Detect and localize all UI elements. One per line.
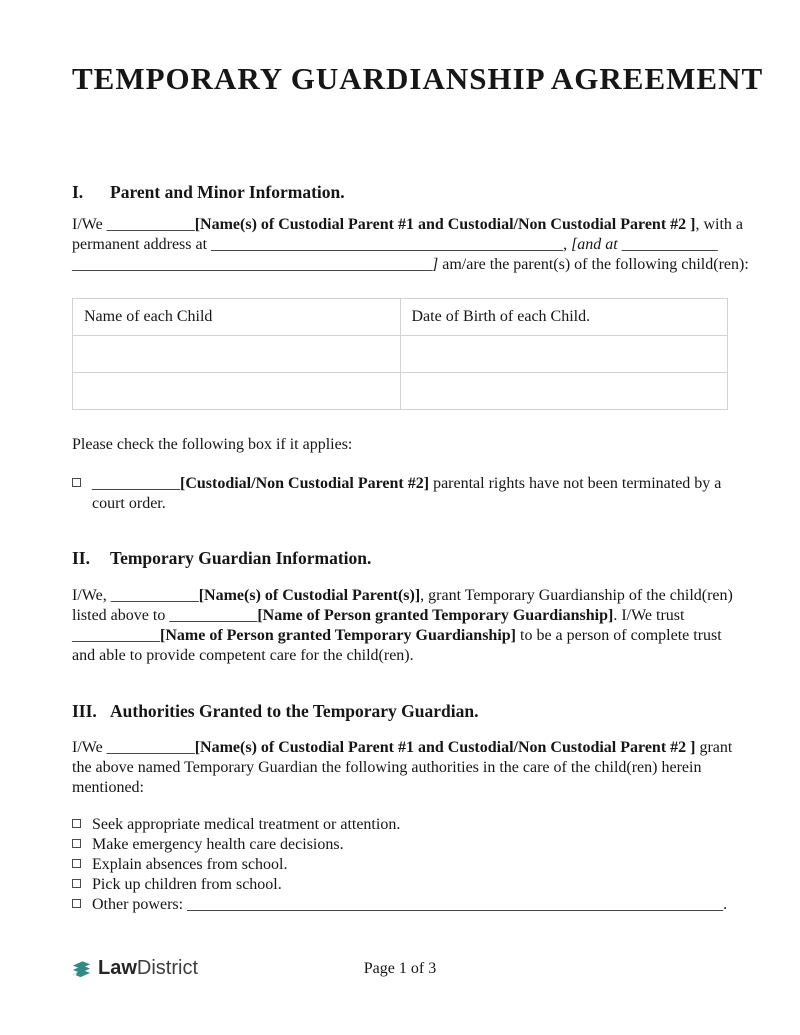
text-run: [Name(s) of Custodial Parent #1 and Custodial/Non Custodial Parent #2 ] <box>194 216 696 233</box>
blank-field[interactable]: ___________ <box>72 627 160 644</box>
authorities-checklist <box>72 815 728 915</box>
text-run: [Name(s) of Custodial Parent(s)] <box>198 587 421 604</box>
text-run: Explain absences from school. <box>92 856 288 873</box>
blank-field[interactable]: _____________________________________________ <box>72 256 432 273</box>
text-run: . I/We trust <box>613 607 685 624</box>
text-run: ] <box>432 256 439 273</box>
text-run: listed above to <box>72 607 170 624</box>
section-heading-row <box>72 180 728 204</box>
children-table <box>72 298 728 410</box>
paragraph-line <box>72 738 733 758</box>
table-cell[interactable] <box>400 336 728 373</box>
check-item-label <box>92 816 400 833</box>
check-item-label <box>92 896 727 913</box>
check-item <box>72 474 728 514</box>
text-run: Seek appropriate medical treatment or attention. <box>92 816 401 833</box>
section-number: I. <box>72 182 84 202</box>
checkbox[interactable] <box>72 478 81 487</box>
section-heading: Parent and Minor Information. <box>110 182 345 202</box>
text-run: , with a <box>695 216 744 233</box>
check-item <box>72 895 728 915</box>
parental-rights-checklist <box>72 474 728 514</box>
text-run: , grant Temporary Guardianship of the child(ren) <box>420 587 733 604</box>
section-parent-minor-info <box>72 180 749 514</box>
text-run: parental rights have not been terminated by a <box>429 475 722 492</box>
paragraph-line <box>72 626 728 646</box>
table-row <box>73 373 728 410</box>
checkbox[interactable] <box>72 879 81 888</box>
paragraph-line <box>72 235 728 255</box>
text-run: [and at <box>571 236 622 253</box>
text-run: and able to provide competent care for the child(ren). <box>72 647 414 664</box>
page-title: TEMPORARY GUARDIANSHIP AGREEMENT <box>72 61 764 96</box>
text-run: Other powers: <box>92 896 188 913</box>
check-item-label <box>92 876 282 893</box>
checkbox[interactable] <box>72 899 81 908</box>
paragraph-line <box>72 586 733 606</box>
paragraph <box>72 586 733 666</box>
section-authorities-granted <box>72 699 733 915</box>
checkbox[interactable] <box>72 819 81 828</box>
table-header-cell: Date of Birth of each Child. <box>400 299 728 336</box>
paragraph-line <box>72 215 744 235</box>
section-number: III. <box>72 701 97 721</box>
check-item-label <box>92 836 344 853</box>
table-row <box>73 336 728 373</box>
checkbox[interactable] <box>72 859 81 868</box>
blank-field[interactable]: ____________________________________________ <box>211 236 564 253</box>
text-run: [Name of Person granted Temporary Guardianship] <box>257 607 614 624</box>
check-item <box>72 875 728 895</box>
text-run: the above named Temporary Guardian the following authorities in the care of the child(ren) herein <box>72 759 702 776</box>
paragraph-line <box>72 778 728 798</box>
text-run: [Name(s) of Custodial Parent #1 and Custodial/Non Custodial Parent #2 ] <box>194 739 696 756</box>
brand-text-law: Law <box>98 957 137 979</box>
section-heading: Temporary Guardian Information. <box>110 548 372 568</box>
blank-field[interactable]: ___________ <box>169 607 258 624</box>
check-item <box>72 815 728 835</box>
section-number: II. <box>72 548 90 568</box>
section-heading-row <box>72 699 728 723</box>
text-run: permanent address at <box>72 236 212 253</box>
brand-text-district: District <box>136 957 199 979</box>
table-header-cell: Name of each Child <box>73 299 401 336</box>
text-run: , <box>563 236 572 253</box>
text-run: Pick up children from school. <box>92 876 282 893</box>
check-item <box>72 835 728 855</box>
page-number: Page 1 of 3 <box>363 960 437 977</box>
blank-field[interactable]: ___________________________________________________________________ <box>187 896 724 913</box>
text-run: to be a person of complete trust <box>516 627 722 644</box>
blank-field[interactable]: ___________ <box>106 216 195 233</box>
paragraph-line <box>72 758 728 778</box>
text-run: I/We <box>72 739 107 756</box>
text-run: court order. <box>92 495 166 512</box>
text-run: mentioned: <box>72 779 144 796</box>
blank-field[interactable]: ___________ <box>92 475 180 492</box>
footer <box>0 948 800 994</box>
text-run: [Custodial/Non Custodial Parent #2] <box>180 475 430 492</box>
text-run: am/are the parent(s) of the following child(ren): <box>438 256 749 273</box>
table-header-row <box>73 299 728 336</box>
blank-field[interactable]: ___________ <box>110 587 199 604</box>
table-cell[interactable] <box>73 336 401 373</box>
paragraph-line <box>72 255 749 275</box>
text-run: . <box>723 896 728 913</box>
blank-field[interactable]: ___________ <box>106 739 195 756</box>
blank-field[interactable]: ____________ <box>621 236 718 253</box>
paragraph <box>72 738 733 798</box>
text-run: I/We <box>72 216 107 233</box>
check-item-label <box>92 475 721 512</box>
checkbox[interactable] <box>72 839 81 848</box>
text-run: Make emergency health care decisions. <box>92 836 344 853</box>
paragraph-line <box>72 606 728 626</box>
text-run: grant <box>695 739 733 756</box>
section-temporary-guardian-info <box>72 546 733 666</box>
paragraph <box>72 215 749 275</box>
table-cell[interactable] <box>73 373 401 410</box>
paragraph-line <box>72 646 728 666</box>
check-item-label <box>92 856 288 873</box>
section-heading: Authorities Granted to the Temporary Guardian. <box>110 701 479 721</box>
text-run: [Name of Person granted Temporary Guardianship] <box>160 627 516 644</box>
table-cell[interactable] <box>400 373 728 410</box>
text-run: I/We, <box>72 587 111 604</box>
section-heading-row <box>72 546 728 570</box>
checkbox-instruction: Please check the following box if it applies: <box>72 436 353 453</box>
check-item <box>72 855 728 875</box>
